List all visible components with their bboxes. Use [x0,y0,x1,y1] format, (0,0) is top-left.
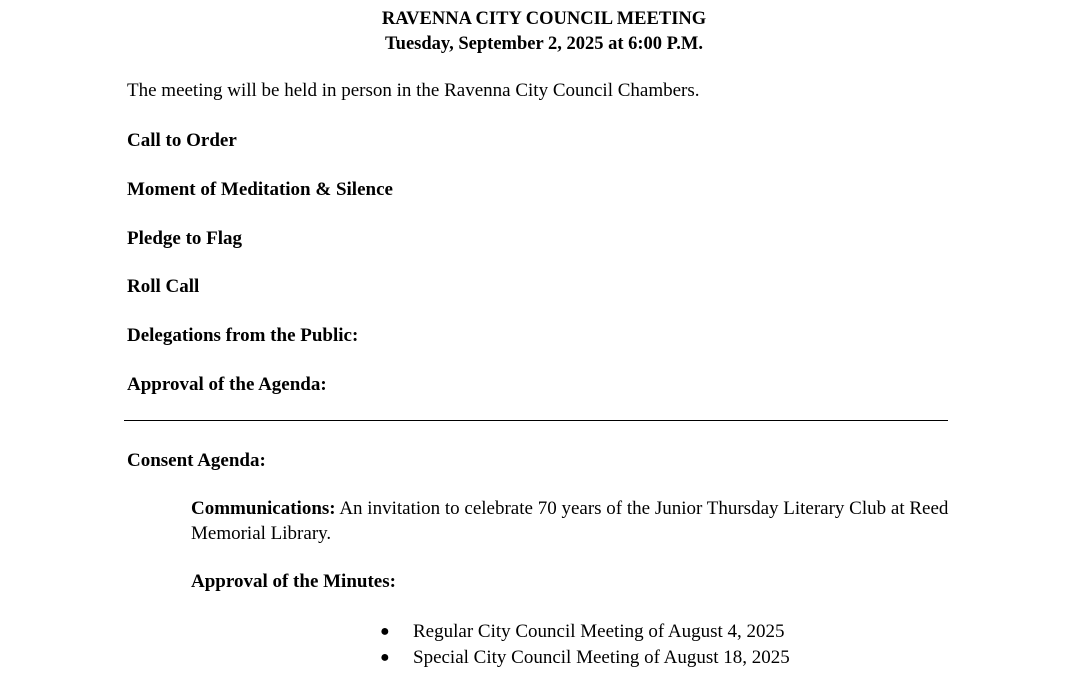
minutes-heading: Approval of the Minutes: [191,571,396,592]
bullet-icon: ● [380,649,390,666]
list-item [380,645,790,671]
communications-label: Communications: [191,498,336,519]
minutes-item-text: Special City Council Meeting of August 18, 2025 [413,647,790,668]
list-item [380,619,790,645]
meeting-date: Tuesday, September 2, 2025 at 6:00 P.M. [385,34,703,54]
meeting-title: RAVENNA CITY COUNCIL MEETING [381,9,707,29]
communications-paragraph [191,496,951,546]
section-delegations: Delegations from the Public: [127,325,359,346]
section-meditation: Moment of Meditation & Silence [127,179,393,200]
minutes-list [380,619,790,671]
section-approval-agenda: Approval of the Agenda: [127,374,327,395]
bullet-icon: ● [380,623,390,640]
section-roll-call: Roll Call [127,276,200,297]
intro-text: The meeting will be held in person in the Ravenna City Council Chambers. [127,80,700,101]
section-consent-agenda: Consent Agenda: [127,450,266,471]
minutes-item-text: Regular City Council Meeting of August 4, 2025 [413,621,785,642]
section-call-to-order: Call to Order [127,130,237,151]
section-pledge: Pledge to Flag [127,228,243,249]
communications-text: An invitation to celebrate 70 years of the Junior Thursday Literary Club at Reed Memorial Library. [191,498,949,544]
horizontal-divider [124,420,948,421]
